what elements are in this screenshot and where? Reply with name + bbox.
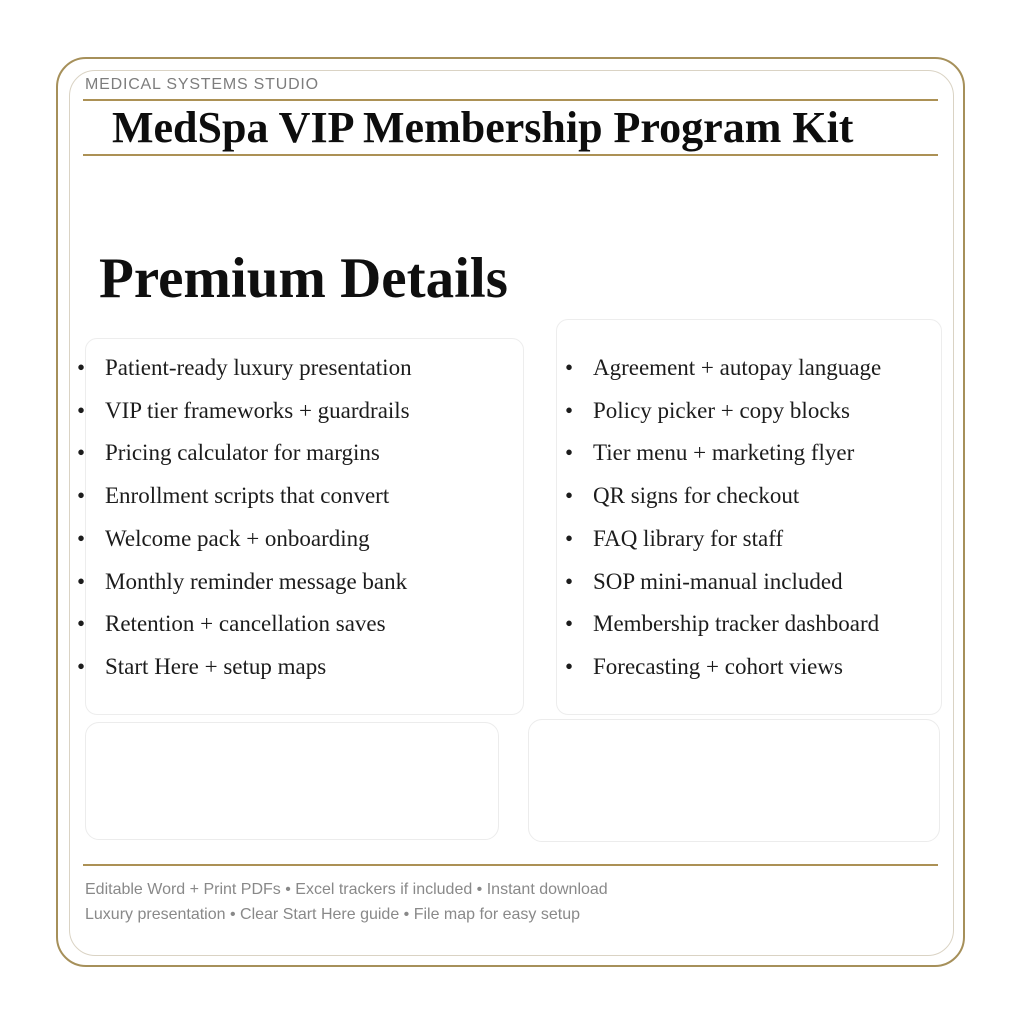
list-item: • Retention + cancellation saves: [72, 603, 412, 646]
list-item: • Policy picker + copy blocks: [560, 390, 881, 433]
list-item: • Agreement + autopay language: [560, 347, 881, 390]
section-heading: Premium Details: [99, 247, 508, 310]
list-item: • Membership tracker dashboard: [560, 603, 881, 646]
list-item: • Tier menu + marketing flyer: [560, 432, 881, 475]
preview-box-left: [85, 722, 499, 840]
brand-text: MEDICAL SYSTEMS STUDIO: [85, 76, 319, 93]
list-item: • Start Here + setup maps: [72, 646, 412, 689]
list-item: • Welcome pack + onboarding: [72, 518, 412, 561]
footer-line-1: Editable Word + Print PDFs • Excel trackers if included • Instant download: [85, 881, 608, 898]
list-item: • FAQ library for staff: [560, 518, 881, 561]
list-item: • Forecasting + cohort views: [560, 646, 881, 689]
footer-rule: [83, 864, 938, 866]
feature-list-right: [560, 347, 881, 689]
list-item: • VIP tier frameworks + guardrails: [72, 390, 412, 433]
page-title: MedSpa VIP Membership Program Kit: [112, 103, 854, 152]
preview-box-right: [528, 719, 940, 842]
header-rule-top: [83, 99, 938, 101]
list-item: • QR signs for checkout: [560, 475, 881, 518]
header-rule-bottom: [83, 154, 938, 156]
list-item: • Pricing calculator for margins: [72, 432, 412, 475]
footer-line-2: Luxury presentation • Clear Start Here guide • File map for easy setup: [85, 906, 580, 923]
list-item: • Enrollment scripts that convert: [72, 475, 412, 518]
list-item: • Monthly reminder message bank: [72, 561, 412, 604]
list-item: • SOP mini-manual included: [560, 561, 881, 604]
list-item: • Patient-ready luxury presentation: [72, 347, 412, 390]
feature-list-left: [72, 347, 412, 689]
